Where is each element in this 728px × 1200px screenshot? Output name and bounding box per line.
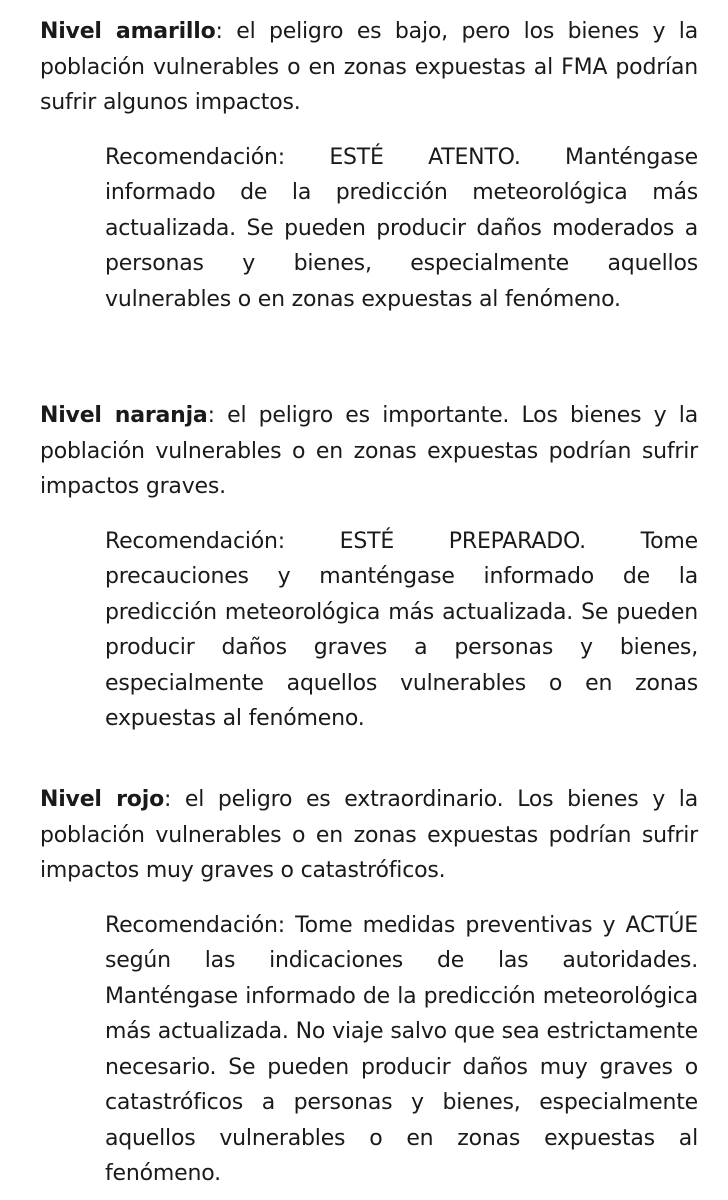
level-red-heading [40, 782, 698, 889]
level-orange-section [40, 398, 698, 737]
level-red-recommendation: Recomendación: Tome medidas preventivas y ACTÚE según las indicaciones de las autoridades. Manténgase informado de la predicción meteorológica más actualizada. No viaje salvo que sea estrictamente necesario. Se pueden producir daños muy graves o catastróficos a personas y bienes, especialmente aquellos vulnerables o en zonas expuestas al fenómeno. [105, 912, 698, 1186]
level-red-section [40, 782, 698, 1192]
level-orange-name: Nivel naranja [40, 403, 208, 428]
level-yellow-section [40, 14, 698, 317]
level-red-name: Nivel rojo [40, 787, 164, 812]
level-orange-heading [40, 398, 698, 505]
level-orange-recommendation: Recomendación: ESTÉ PREPARADO. Tome precauciones y manténgase informado de la predicción meteorológica más actualizada. Se pueden producir daños graves a personas y bienes, especialmente aquellos vulnerables o en zonas expuestas al fenómeno. [105, 528, 698, 731]
level-yellow-description: : el peligro es bajo, pero los bienes y la población vulnerables o en zonas expuestas al FMA podrían sufrir algunos impactos. [40, 19, 698, 115]
level-red-description: : el peligro es extraordinario. Los bienes y la población vulnerables o en zonas expuestas podrían sufrir impactos muy graves o catastróficos. [40, 787, 698, 883]
level-yellow-name: Nivel amarillo [40, 19, 216, 44]
level-yellow-recommendation: Recomendación: ESTÉ ATENTO. Manténgase informado de la predicción meteorológica más actualizada. Se pueden producir daños moderados a personas y bienes, especialmente aquellos vulnerables o en zonas expuestas al fenómeno. [105, 144, 698, 312]
level-orange-description: : el peligro es importante. Los bienes y la población vulnerables o en zonas expuestas podrían sufrir impactos graves. [40, 403, 698, 499]
level-yellow-heading [40, 14, 698, 121]
